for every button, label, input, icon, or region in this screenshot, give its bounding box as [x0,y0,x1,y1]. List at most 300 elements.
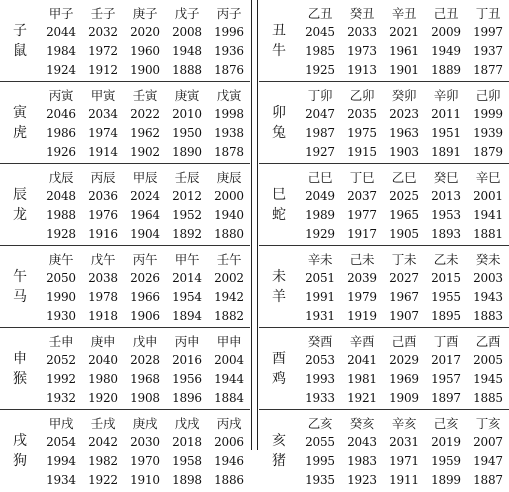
year-value: 1909 [389,391,419,405]
year-cell [425,86,467,162]
stem-branch-text: 丙午 [132,252,158,267]
stem-branch-text: 壬辰 [174,170,200,185]
year-cell [40,86,82,162]
year-cell [166,250,208,326]
year-value: 1912 [88,63,118,77]
year-value: 1955 [431,290,461,304]
year-value: 2022 [130,107,160,121]
zodiac-label-text: 未羊 [272,269,286,305]
year-value: 1926 [46,145,76,159]
year-value: 2055 [305,435,335,449]
year-value: 2032 [88,25,118,39]
year-value: 1945 [473,372,503,386]
year-value: 1958 [172,454,202,468]
stem-branch-text: 戊子 [174,6,200,21]
year-cell [383,414,425,490]
year-value: 1996 [214,25,244,39]
year-value: 1921 [347,391,377,405]
year-cell [383,86,425,162]
year-value: 1984 [46,44,76,58]
stem-branch-text: 壬申 [48,334,74,349]
year-cell [208,4,250,80]
year-value: 2046 [46,107,76,121]
year-value: 1903 [389,145,419,159]
year-value: 2050 [46,271,76,285]
year-value: 1998 [214,107,244,121]
zodiac-label [259,410,299,492]
year-cell [124,414,166,490]
stem-branch-text: 丙寅 [48,88,74,103]
year-value: 1983 [347,454,377,468]
year-value: 1963 [389,126,419,140]
year-value: 1924 [46,63,76,77]
year-cell [425,332,467,408]
year-value: 2019 [431,435,461,449]
year-value: 1993 [305,372,335,386]
year-cell [166,86,208,162]
stem-branch-text: 癸亥 [349,416,375,431]
year-value: 1913 [347,63,377,77]
table-row [259,0,509,82]
year-value: 1893 [431,227,461,241]
year-cell [40,332,82,408]
zodiac-label [259,246,299,328]
row-divider [0,163,250,164]
year-value: 1939 [473,126,503,140]
stem-branch-text: 丁亥 [475,416,501,431]
year-value: 1894 [172,309,202,323]
year-cell [467,250,509,326]
year-cell [208,250,250,326]
year-value: 2020 [130,25,160,39]
year-cell [299,4,341,80]
year-cell [166,168,208,244]
year-value: 1942 [214,290,244,304]
year-value: 1916 [88,227,118,241]
year-value: 1992 [46,372,76,386]
year-cell [40,4,82,80]
year-value: 2034 [88,107,118,121]
stem-branch-text: 乙丑 [307,6,333,21]
row-divider [0,327,250,328]
stem-branch-text: 乙酉 [475,334,501,349]
stem-branch-text: 丁未 [391,252,417,267]
year-value: 1975 [347,126,377,140]
year-value: 1930 [46,309,76,323]
stem-branch-text: 辛未 [307,252,333,267]
stem-branch-text: 丙辰 [90,170,116,185]
year-value: 1952 [172,208,202,222]
year-value: 1898 [172,473,202,487]
year-value: 1978 [88,290,118,304]
year-value: 1902 [130,145,160,159]
zodiac-label [0,0,40,82]
year-value: 1954 [172,290,202,304]
stem-branch-text: 辛卯 [433,88,459,103]
year-value: 2013 [431,189,461,203]
stem-branch-text: 乙亥 [307,416,333,431]
zodiac-label [259,0,299,82]
stem-branch-text: 己卯 [475,88,501,103]
year-value: 1960 [130,44,160,58]
year-value: 2005 [473,353,503,367]
year-value: 1934 [46,473,76,487]
year-value: 1884 [214,391,244,405]
year-cell [383,4,425,80]
year-value: 1906 [130,309,160,323]
year-value: 2023 [389,107,419,121]
zodiac-label-text: 酉鸡 [272,351,286,387]
year-value: 1995 [305,454,335,468]
year-cell [82,250,124,326]
row-divider [0,81,250,82]
stem-branch-text: 戊寅 [216,88,242,103]
year-value: 1980 [88,372,118,386]
stem-branch-text: 乙未 [433,252,459,267]
row-divider [0,409,250,410]
year-value: 2033 [347,25,377,39]
row-divider [259,163,509,164]
year-value: 1968 [130,372,160,386]
year-value: 1905 [389,227,419,241]
zodiac-label-text: 辰龙 [13,187,27,223]
stem-branch-text: 甲寅 [90,88,116,103]
table-row [259,82,509,164]
stem-branch-text: 辛丑 [391,6,417,21]
year-cell [341,250,383,326]
table-row [0,246,250,328]
year-value: 2009 [431,25,461,39]
year-value: 1928 [46,227,76,241]
year-value: 1987 [305,126,335,140]
stem-branch-text: 庚辰 [216,170,242,185]
stem-branch-text: 庚午 [48,252,74,267]
year-value: 2040 [88,353,118,367]
year-value: 1970 [130,454,160,468]
stem-branch-text: 乙巳 [391,170,417,185]
table-row [0,82,250,164]
center-divider-left [251,0,252,450]
year-value: 1904 [130,227,160,241]
year-value: 2027 [389,271,419,285]
year-cell [383,168,425,244]
year-cell [124,250,166,326]
year-value: 1967 [389,290,419,304]
stem-branch-text: 壬子 [90,6,116,21]
row-divider [259,245,509,246]
year-value: 1950 [172,126,202,140]
stem-branch-text: 甲辰 [132,170,158,185]
year-value: 1925 [305,63,335,77]
year-cell [124,86,166,162]
year-value: 2003 [473,271,503,285]
stem-branch-text: 辛亥 [391,416,417,431]
year-value: 1922 [88,473,118,487]
year-value: 1943 [473,290,503,304]
year-value: 1899 [431,473,461,487]
stem-branch-text: 壬寅 [132,88,158,103]
year-value: 1877 [473,63,503,77]
table-row [0,328,250,410]
zodiac-label-text: 亥猪 [272,433,286,469]
year-value: 2035 [347,107,377,121]
year-value: 1977 [347,208,377,222]
year-value: 1885 [473,391,503,405]
year-value: 1994 [46,454,76,468]
year-cell [299,332,341,408]
year-value: 1940 [214,208,244,222]
year-cell [425,4,467,80]
stem-branch-text: 丁丑 [475,6,501,21]
year-value: 1982 [88,454,118,468]
zodiac-label-text: 卯兔 [272,105,286,141]
zodiac-label [259,82,299,164]
year-value: 2024 [130,189,160,203]
stem-branch-text: 戊戌 [174,416,200,431]
year-cell [208,86,250,162]
center-divider-right [257,0,258,450]
year-value: 1889 [431,63,461,77]
year-value: 1891 [431,145,461,159]
zodiac-label [259,328,299,410]
year-value: 2014 [172,271,202,285]
year-cell [299,414,341,490]
zodiac-label [0,410,40,492]
row-divider [0,245,250,246]
year-cell [166,414,208,490]
zodiac-label [0,246,40,328]
year-value: 1914 [88,145,118,159]
year-value: 1944 [214,372,244,386]
year-value: 2015 [431,271,461,285]
year-value: 2054 [46,435,76,449]
year-value: 1887 [473,473,503,487]
year-value: 1988 [46,208,76,222]
year-value: 1881 [473,227,503,241]
year-cell [40,414,82,490]
year-value: 1879 [473,145,503,159]
year-value: 1910 [130,473,160,487]
year-value: 2011 [431,107,461,121]
zodiac-label-text: 午马 [13,269,27,305]
year-value: 2028 [130,353,160,367]
stem-branch-text: 辛巳 [475,170,501,185]
year-value: 2052 [46,353,76,367]
year-value: 2008 [172,25,202,39]
year-value: 2007 [473,435,503,449]
year-value: 2051 [305,271,335,285]
year-value: 2037 [347,189,377,203]
table-row [0,410,250,492]
year-value: 1956 [172,372,202,386]
year-value: 2016 [172,353,202,367]
year-value: 1918 [88,309,118,323]
year-value: 1883 [473,309,503,323]
stem-branch-text: 辛酉 [349,334,375,349]
year-value: 1961 [389,44,419,58]
stem-branch-text: 戊申 [132,334,158,349]
year-cell [208,414,250,490]
year-value: 1971 [389,454,419,468]
year-cell [341,4,383,80]
year-cell [299,168,341,244]
stem-branch-text: 戊午 [90,252,116,267]
row-divider [259,81,509,82]
year-cell [299,250,341,326]
year-value: 2039 [347,271,377,285]
stem-branch-text: 庚申 [90,334,116,349]
zodiac-label-text: 申猴 [13,351,27,387]
stem-branch-text: 庚寅 [174,88,200,103]
year-value: 1990 [46,290,76,304]
year-value: 2053 [305,353,335,367]
year-value: 1911 [389,473,419,487]
row-divider [259,327,509,328]
stem-branch-text: 癸酉 [307,334,333,349]
year-value: 1997 [473,25,503,39]
stem-branch-text: 丁酉 [433,334,459,349]
stem-branch-text: 甲子 [48,6,74,21]
year-cell [208,332,250,408]
year-cell [467,168,509,244]
year-cell [341,332,383,408]
year-value: 1999 [473,107,503,121]
year-value: 2043 [347,435,377,449]
stem-branch-text: 丙子 [216,6,242,21]
year-value: 2048 [46,189,76,203]
year-cell [82,86,124,162]
year-cell [166,4,208,80]
zodiac-label-text: 戌狗 [13,433,27,469]
stem-branch-text: 癸巳 [433,170,459,185]
year-value: 1974 [88,126,118,140]
year-value: 1917 [347,227,377,241]
year-cell [82,332,124,408]
year-value: 2018 [172,435,202,449]
table-half-left [0,0,250,487]
year-cell [467,332,509,408]
stem-branch-text: 癸未 [475,252,501,267]
stem-branch-text: 癸丑 [349,6,375,21]
year-cell [383,332,425,408]
year-value: 1972 [88,44,118,58]
zodiac-label-text: 丑牛 [272,23,286,59]
year-value: 1890 [172,145,202,159]
year-value: 1882 [214,309,244,323]
zodiac-label [0,164,40,246]
stem-branch-text: 甲戌 [48,416,74,431]
year-cell [124,332,166,408]
stem-branch-text: 己亥 [433,416,459,431]
table-row [259,246,509,328]
stem-branch-text: 戊辰 [48,170,74,185]
year-value: 1986 [46,126,76,140]
zodiac-label [259,164,299,246]
stem-branch-text: 丁卯 [307,88,333,103]
year-value: 1878 [214,145,244,159]
year-cell [425,168,467,244]
year-value: 1969 [389,372,419,386]
year-value: 2031 [389,435,419,449]
zodiac-label [0,82,40,164]
year-value: 1989 [305,208,335,222]
year-value: 1965 [389,208,419,222]
year-value: 1964 [130,208,160,222]
year-value: 2047 [305,107,335,121]
year-cell [124,168,166,244]
year-cell [299,86,341,162]
year-value: 1895 [431,309,461,323]
year-cell [341,414,383,490]
year-value: 1888 [172,63,202,77]
table-row [259,328,509,410]
year-value: 1936 [214,44,244,58]
year-cell [166,332,208,408]
year-cell [383,250,425,326]
year-value: 1923 [347,473,377,487]
year-value: 1966 [130,290,160,304]
year-cell [341,86,383,162]
table-row [259,164,509,246]
year-value: 1901 [389,63,419,77]
year-value: 2036 [88,189,118,203]
stem-branch-text: 己未 [349,252,375,267]
year-value: 1927 [305,145,335,159]
year-value: 1919 [347,309,377,323]
year-value: 1973 [347,44,377,58]
year-value: 1937 [473,44,503,58]
year-value: 1896 [172,391,202,405]
year-value: 1953 [431,208,461,222]
year-value: 1941 [473,208,503,222]
year-value: 1947 [473,454,503,468]
table-row [259,410,509,492]
stem-branch-text: 乙卯 [349,88,375,103]
year-cell [425,250,467,326]
year-value: 1933 [305,391,335,405]
year-value: 2042 [88,435,118,449]
year-value: 1931 [305,309,335,323]
year-cell [124,4,166,80]
year-value: 1985 [305,44,335,58]
stem-branch-text: 丁巳 [349,170,375,185]
stem-branch-text: 壬午 [216,252,242,267]
year-value: 1876 [214,63,244,77]
year-value: 1915 [347,145,377,159]
year-cell [467,86,509,162]
year-value: 2004 [214,353,244,367]
year-value: 2038 [88,271,118,285]
year-value: 1886 [214,473,244,487]
year-value: 2021 [389,25,419,39]
zodiac-label [0,328,40,410]
year-value: 1948 [172,44,202,58]
year-cell [467,4,509,80]
year-value: 1900 [130,63,160,77]
table-row [0,164,250,246]
stem-branch-text: 甲申 [216,334,242,349]
year-value: 1962 [130,126,160,140]
row-divider [259,409,509,410]
year-value: 1929 [305,227,335,241]
year-value: 1991 [305,290,335,304]
year-value: 1949 [431,44,461,58]
year-cell [208,168,250,244]
year-value: 2026 [130,271,160,285]
year-value: 1908 [130,391,160,405]
year-value: 1959 [431,454,461,468]
year-value: 2029 [389,353,419,367]
